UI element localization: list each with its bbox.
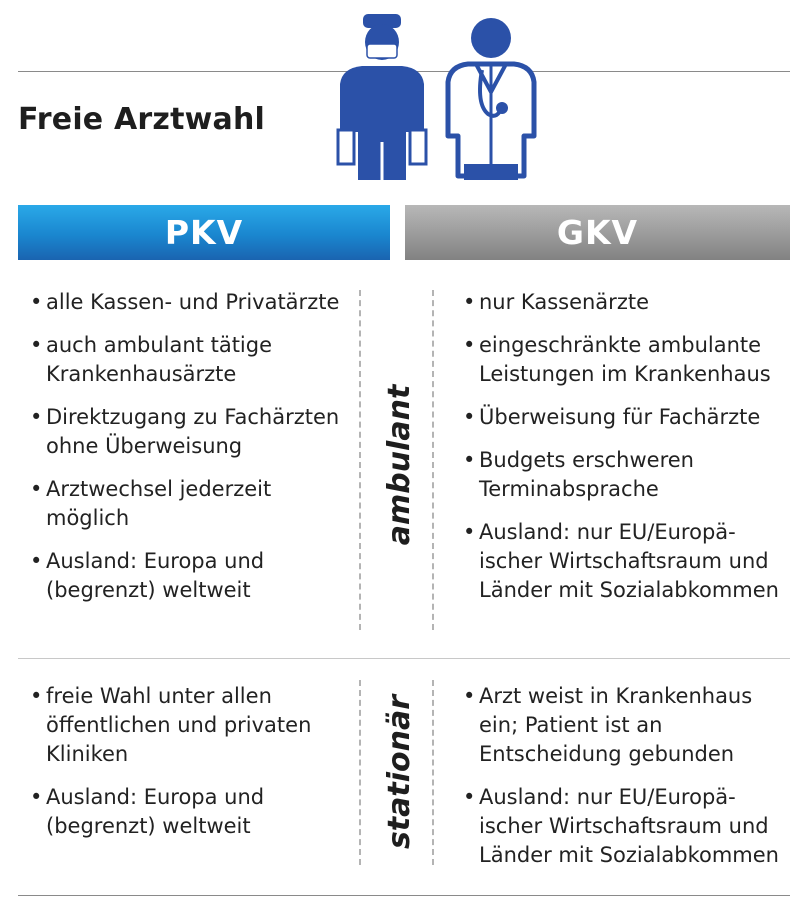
column-separator xyxy=(359,290,361,630)
ambulant-label: ambulant xyxy=(382,384,417,546)
surgeon-icon xyxy=(332,12,432,182)
stationaer-label: stationär xyxy=(382,694,417,850)
section-divider xyxy=(18,658,790,659)
list-item: • nur Kassenärzte xyxy=(453,288,783,317)
list-item: • freie Wahl unter allen öffentlichen und privaten Kliniken xyxy=(20,682,326,769)
list-item: • Arzt weist in Krankenhaus ein; Patient ist an Entscheidung gebunden xyxy=(453,682,779,769)
list-item: • Ausland: nur EU/Europä-ischer Wirtschaftsraum und Länder mit Sozialabkommen xyxy=(453,783,783,870)
list-item: • Ausland: Europa und (begrenzt) weltweit xyxy=(20,783,296,841)
doctor-with-stethoscope-icon xyxy=(438,14,544,184)
page-title: Freie Arztwahl xyxy=(18,102,266,137)
ambulant-gkv-list xyxy=(453,288,783,619)
stationaer-gkv-list xyxy=(453,682,783,884)
list-item: • Direktzugang zu Fachärzten ohne Überweisung xyxy=(20,403,345,461)
list-item: • alle Kassen- und Privatärzte xyxy=(20,288,345,317)
column-separator xyxy=(432,680,434,865)
bottom-divider xyxy=(18,895,790,896)
list-item: • Budgets erschweren Terminabsprache xyxy=(453,446,739,504)
ambulant-pkv-list xyxy=(20,288,345,619)
list-item: • Ausland: Europa und (begrenzt) weltweit xyxy=(20,547,296,605)
stationaer-pkv-list xyxy=(20,682,345,855)
list-item: • eingeschränkte ambulante Leistungen im Krankenhaus xyxy=(453,331,783,389)
column-separator xyxy=(432,290,434,630)
list-item: • auch ambulant tätige Krankenhausärzte xyxy=(20,331,345,389)
list-item: • Ausland: nur EU/Europä-ischer Wirtschaftsraum und Länder mit Sozialabkommen xyxy=(453,518,783,605)
gkv-header: GKV xyxy=(405,205,790,260)
list-item: • Arztwechsel jederzeit möglich xyxy=(20,475,286,533)
column-separator xyxy=(359,680,361,865)
list-item: • Überweisung für Fachärzte xyxy=(453,403,783,432)
pkv-header: PKV xyxy=(18,205,390,260)
